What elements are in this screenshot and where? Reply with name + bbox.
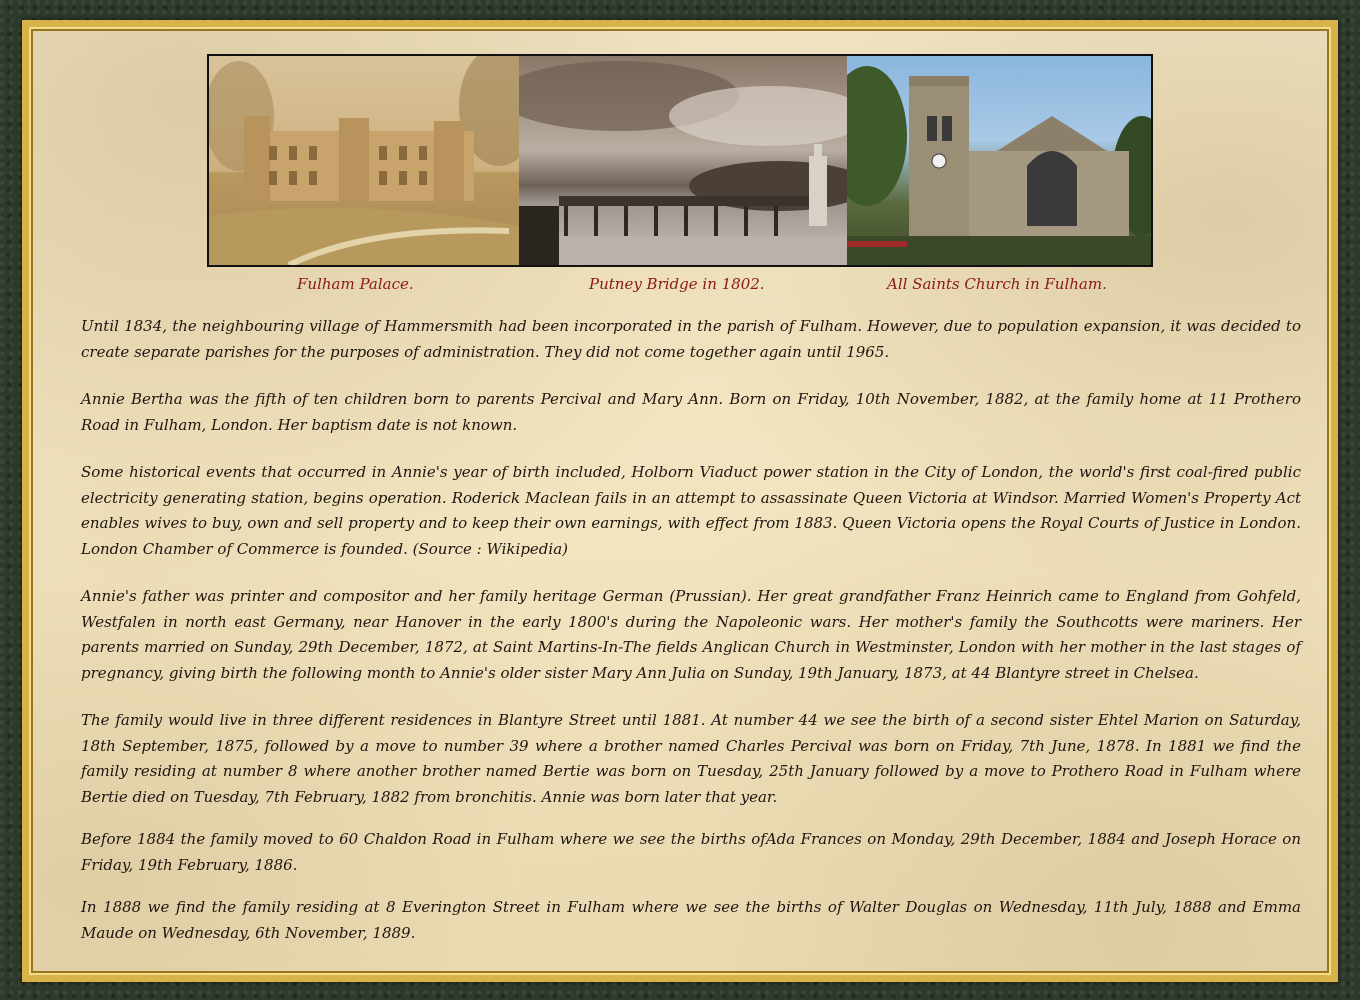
paragraph-parish-history: Until 1834, the neighbouring village of Hammersmith had been incorporated in the parish of Fulham. However, due to population expansion, it was decided to create separate parishes for the purposes of administration. They did not come together again until 1965. — [81, 317, 1301, 361]
photo-strip — [207, 54, 1153, 267]
photo-captions — [207, 275, 1153, 297]
paragraph-blantyre-street: The family would live in three different residences in Blantyre Street until 1881. At number 44 we see the birth of a second sister Ehtel Marion on Saturday, 18th September, 1875, followed by a move to number 39 where a brother named Charles Percival was born on Friday, 7th June, 1878. In 1881 we find the family residing at number 8 where another brother named Bertie was born on Tuesday, 25th January followed by a move to Prothero Road in Fulham where Bertie died on Tuesday, 7th February, 1882 from bronchitis. Annie was born later that year. — [81, 711, 1301, 806]
paragraph-family-heritage: Annie's father was printer and compositor and her family heritage German (Prussian). Her great grandfather Franz Heinrich came to England from Gohfeld, Westfalen in north east Germany, near Hanover in the early 1800's during the Napoleonic wars. Her mother's family the Southcotts were mariners. Her parents married on Sunday, 29th December, 1872, at Saint Martins-In-The fields Anglican Church in Westminster, London with her mother in the last stages of pregnancy, giving birth the following month to Annie's older sister Mary Ann Julia on Sunday, 19th January, 1873, at 44 Blantyre street in Chelsea. — [81, 587, 1301, 682]
caption-putney-bridge: Putney Bridge in 1802. — [589, 275, 765, 293]
paragraph-everington-street: In 1888 we find the family residing at 8 Everington Street in Fulham where we see the births of Walter Douglas on Wednesday, 11th July, 1888 and Emma Maude on Wednesday, 6th November, 1889. — [81, 898, 1301, 942]
caption-fulham-palace: Fulham Palace. — [297, 275, 414, 293]
fulham-palace-drawing — [209, 56, 519, 265]
page-frame — [22, 20, 1338, 982]
putney-bridge-drawing — [519, 56, 847, 265]
fulham-palace-picture — [209, 56, 519, 265]
paragraph-chaldon-road: Before 1884 the family moved to 60 Chaldon Road in Fulham where we see the births ofAda Frances on Monday, 29th December, 1884 and Joseph Horace on Friday, 19th February, 1886. — [81, 830, 1301, 874]
all-saints-church-drawing — [847, 56, 1151, 265]
putney-bridge-picture — [519, 56, 847, 265]
all-saints-church-picture — [847, 56, 1151, 265]
paragraph-birth: Annie Bertha was the fifth of ten children born to parents Percival and Mary Ann. Born on Friday, 10th November, 1882, at the family home at 11 Prothero Road in Fulham, London. Her baptism date is not known. — [81, 390, 1301, 434]
biography-text — [81, 314, 1301, 968]
caption-all-saints-church: All Saints Church in Fulham. — [887, 275, 1107, 293]
paragraph-historical-events: Some historical events that occurred in Annie's year of birth included, Holborn Viaduct power station in the City of London, the world's first coal-fired public electricity generating station, begins operation. Roderick Maclean fails in an attempt to assassinate Queen Victoria at Windsor. Married Women's Property Act enables wives to buy, own and sell property and to keep their own earnings, with effect from 1883. Queen Victoria opens the Royal Courts of Justice in London. London Chamber of Commerce is founded. (Source : Wikipedia) — [81, 463, 1301, 558]
